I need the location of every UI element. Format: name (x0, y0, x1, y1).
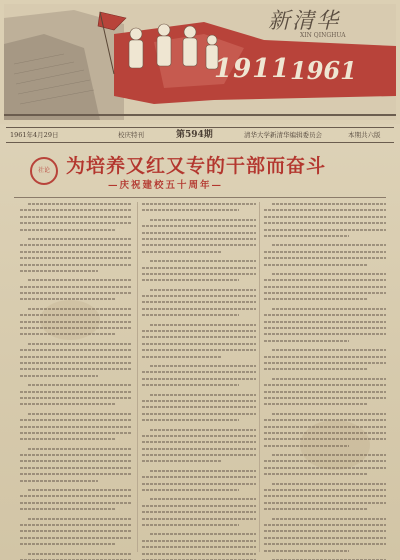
text-line (20, 426, 132, 428)
text-line (28, 413, 132, 415)
text-line (142, 356, 222, 358)
text-line (142, 371, 256, 373)
text-line (20, 543, 115, 545)
text-line (20, 403, 115, 405)
text-line (264, 550, 349, 552)
text-line (264, 489, 386, 491)
text-line (142, 435, 256, 437)
text-line (142, 378, 256, 380)
text-line (28, 448, 132, 450)
text-line (20, 454, 132, 456)
text-line (142, 279, 239, 281)
masthead (0, 0, 400, 124)
year-end: 1961 (290, 56, 357, 85)
text-line (264, 314, 386, 316)
text-line (150, 260, 256, 262)
text-line (20, 480, 98, 482)
edition-label: 校庆特刊 (118, 131, 144, 139)
headline: 为培养又红又专的干部而奋斗 (66, 155, 327, 177)
text-line (264, 524, 386, 526)
text-line (20, 244, 132, 246)
text-line (20, 286, 132, 288)
publisher: 清华大学新清华编辑委员会 (244, 131, 322, 139)
text-line (142, 419, 239, 421)
text-line (28, 518, 132, 520)
text-line (142, 209, 239, 211)
text-line (28, 238, 132, 240)
text-line (264, 216, 386, 218)
text-line (142, 232, 256, 234)
text-line (142, 505, 256, 507)
text-line (264, 384, 386, 386)
text-line (20, 362, 132, 364)
text-line (142, 273, 256, 275)
text-line (142, 448, 256, 450)
text-line (20, 530, 132, 532)
text-line (20, 495, 132, 497)
text-line (272, 203, 386, 205)
year-start: 1911 (214, 54, 291, 84)
text-line (142, 343, 256, 345)
text-line (264, 229, 386, 231)
text-line (20, 508, 115, 510)
text-line (142, 413, 256, 415)
text-line (142, 460, 222, 462)
text-line (142, 238, 256, 240)
paper-stain (40, 300, 100, 340)
text-line (20, 251, 132, 253)
text-line (20, 502, 132, 504)
text-line (20, 216, 132, 218)
text-line (272, 349, 386, 351)
text-line (142, 267, 256, 269)
info-bar (6, 127, 394, 143)
article-column-1 (20, 203, 132, 551)
text-line (264, 298, 368, 300)
text-line (264, 327, 386, 329)
text-line (20, 264, 132, 266)
text-line (142, 476, 256, 478)
text-line (20, 356, 132, 358)
text-line (142, 483, 256, 485)
headline-rule (14, 197, 386, 198)
paper-stain (300, 420, 370, 470)
text-line (150, 498, 256, 500)
article-column-3 (264, 203, 386, 551)
column-divider (137, 202, 138, 552)
text-line (264, 292, 386, 294)
text-line (28, 553, 132, 555)
text-line (142, 244, 256, 246)
text-line (264, 209, 386, 211)
text-line (20, 537, 132, 539)
text-line (150, 429, 256, 431)
text-line (150, 533, 256, 535)
text-line (264, 391, 386, 393)
text-line (150, 324, 256, 326)
masthead-subtitle: XIN QINGHUA (300, 32, 346, 39)
text-line (264, 340, 349, 342)
text-line (264, 530, 386, 532)
text-line (142, 336, 256, 338)
text-line (142, 489, 239, 491)
text-line (264, 279, 386, 281)
text-line (264, 222, 386, 224)
issue-number: 第594期 (176, 130, 213, 140)
text-line (150, 470, 256, 472)
text-line (28, 343, 132, 345)
text-line (142, 330, 256, 332)
text-line (142, 225, 256, 227)
text-line (142, 295, 256, 297)
text-line (272, 483, 386, 485)
text-line (264, 368, 368, 370)
text-line (150, 394, 256, 396)
text-line (28, 384, 132, 386)
issue-date: 1961年4月29日 (10, 131, 59, 139)
text-line (20, 270, 98, 272)
text-line (20, 438, 115, 440)
text-line (264, 286, 386, 288)
text-line (20, 209, 132, 211)
column-divider (259, 202, 260, 552)
text-line (28, 203, 132, 205)
text-line (20, 397, 132, 399)
text-line (272, 378, 386, 380)
text-line (272, 273, 386, 275)
text-line (264, 508, 368, 510)
text-line (20, 349, 132, 351)
text-line (142, 406, 256, 408)
text-line (20, 419, 132, 421)
text-line (264, 321, 386, 323)
text-line (142, 546, 256, 548)
text-line (142, 540, 256, 542)
article-column-2 (142, 203, 256, 551)
text-line (20, 292, 132, 294)
text-line (142, 349, 256, 351)
subheadline: —庆祝建校五十周年— (108, 180, 224, 191)
text-line (272, 413, 386, 415)
text-line (264, 495, 386, 497)
text-line (264, 473, 368, 475)
text-line (20, 257, 132, 259)
text-line (264, 362, 386, 364)
text-line (142, 454, 256, 456)
text-line (150, 219, 256, 221)
text-line (20, 391, 132, 393)
text-line (142, 384, 239, 386)
text-line (142, 301, 256, 303)
text-line (28, 279, 132, 281)
text-line (264, 264, 368, 266)
page-count: 本期共六版 (348, 131, 381, 139)
text-line (20, 229, 115, 231)
text-line (142, 203, 256, 205)
text-line (264, 333, 386, 335)
text-line (20, 460, 132, 462)
text-line (272, 308, 386, 310)
text-line (28, 489, 132, 491)
text-line (142, 308, 256, 310)
text-line (150, 365, 256, 367)
text-line (264, 537, 386, 539)
text-line (264, 251, 386, 253)
text-line (264, 397, 386, 399)
text-line (142, 511, 256, 513)
text-line (20, 368, 132, 370)
text-line (142, 518, 256, 520)
text-line (272, 518, 386, 520)
text-line (142, 400, 256, 402)
text-line (264, 257, 386, 259)
text-line (142, 441, 256, 443)
text-line (264, 235, 349, 237)
text-line (142, 553, 256, 555)
text-line (150, 289, 256, 291)
text-line (264, 356, 386, 358)
text-line (20, 473, 132, 475)
text-line (20, 432, 132, 434)
text-line (264, 502, 386, 504)
text-line (142, 524, 239, 526)
text-line (20, 524, 132, 526)
text-line (20, 222, 132, 224)
text-line (20, 375, 98, 377)
text-line (142, 251, 222, 253)
text-line (264, 403, 368, 405)
text-line (264, 543, 386, 545)
masthead-title: 新清华 (268, 9, 341, 34)
text-line (272, 244, 386, 246)
text-line (20, 467, 132, 469)
text-line (142, 314, 239, 316)
editorial-seal: 社论 (30, 157, 58, 185)
